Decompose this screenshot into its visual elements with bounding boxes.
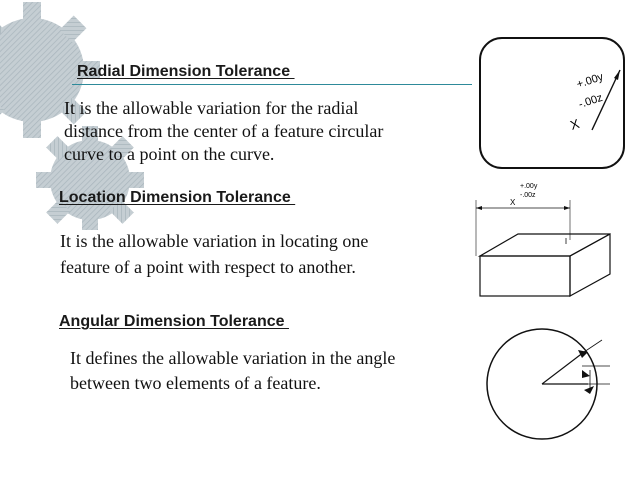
radial-minus-tol: -.00z — [577, 91, 605, 111]
angular-text-line: between two elements of a feature. — [70, 373, 321, 393]
location-heading: Location Dimension Tolerance — [59, 189, 296, 206]
location-diagram — [470, 178, 630, 303]
location-text-line: It is the allowable variation in locating one — [60, 231, 369, 251]
location-plus-tol: +.00y — [520, 183, 538, 190]
heading-rule — [72, 84, 472, 85]
radial-heading: Radial Dimension Tolerance — [77, 63, 295, 80]
location-text-line: feature of a point with respect to another. — [60, 257, 356, 277]
angular-text-line: It defines the allowable variation in the angle — [70, 348, 396, 368]
location-x-label: X — [510, 198, 516, 207]
radial-diagram — [470, 30, 632, 175]
radial-plus-tol: +.00y — [575, 71, 605, 91]
radial-text-line: It is the allowable variation for the radial — [64, 98, 359, 118]
radial-x-label: X — [568, 115, 582, 133]
angular-diagram — [470, 320, 630, 460]
radial-text-line: curve to a point on the curve. — [64, 144, 275, 164]
radial-text-line: distance from the center of a feature circular — [64, 121, 384, 141]
angular-heading: Angular Dimension Tolerance — [59, 313, 289, 330]
location-minus-tol: -.00z — [520, 192, 536, 199]
